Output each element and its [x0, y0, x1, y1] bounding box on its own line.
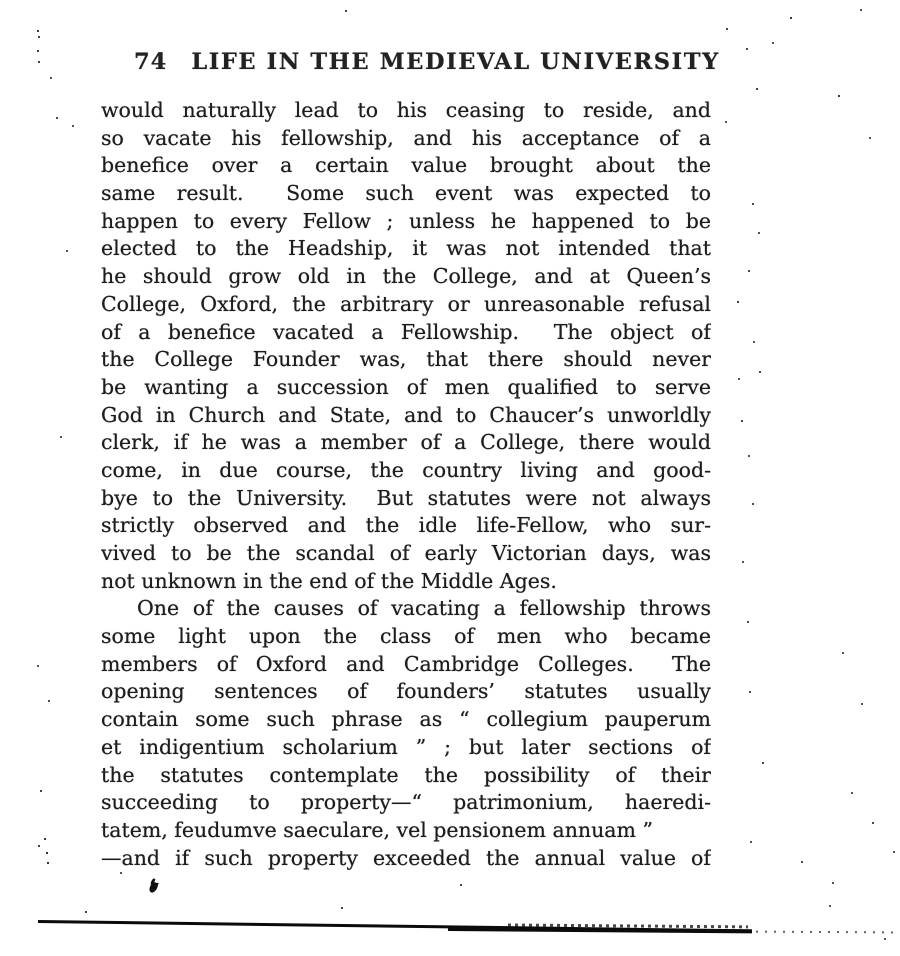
text-line: so vacate his fellowship, and his acceptance of a	[101, 125, 711, 150]
text-line: come, in due course, the country living and good-	[101, 457, 711, 482]
text-line: happen to every Fellow ; unless he happened to be	[101, 208, 711, 233]
text-line: would naturally lead to his ceasing to reside, and	[101, 98, 711, 122]
body-text	[101, 97, 711, 872]
text-line: benefice over a certain value brought about the	[101, 153, 711, 178]
text-line: —and if such property exceeded the annual value of	[101, 845, 711, 870]
text-line: he should grow old in the College, and at Queen’s	[101, 264, 711, 289]
bottom-scan-rule-rough	[448, 927, 752, 933]
page-number: 74	[134, 49, 168, 75]
text-line: elected to the Headship, it was not intended that	[101, 236, 711, 261]
ink-smudge	[148, 881, 159, 894]
bottom-scan-rule-dots	[756, 931, 900, 934]
text-line: strictly observed and the idle life-Fellow, who sur-	[101, 513, 711, 538]
text-line: succeeding to property—“ patrimonium, haeredi-	[101, 790, 711, 815]
text-line: same result. Some such event was expected to	[101, 181, 711, 206]
text-line: the statutes contemplate the possibility of their	[101, 762, 711, 787]
text-line: clerk, if he was a member of a College, there would	[101, 430, 711, 455]
text-line: be wanting a succession of men qualified to serve	[101, 374, 711, 399]
text-line: vived to be the scandal of early Victorian days, was	[101, 541, 711, 565]
page-header	[134, 49, 734, 75]
text-line: not unknown in the end of the Middle Ages.	[101, 568, 557, 593]
scan-noise	[0, 0, 2, 2]
text-line: College, Oxford, the arbitrary or unreasonable refusal	[101, 291, 711, 316]
text-line: some light upon the class of men who became	[101, 624, 711, 649]
text-line: One of the causes of vacating a fellowship throws	[137, 596, 711, 621]
text-line: God in Church and State, and to Chaucer’s unworldly	[101, 402, 711, 427]
text-line: opening sentences of founders’ statutes usually	[101, 679, 711, 704]
text-line: tatem, feudumve saeculare, vel pensionem annuam ”	[101, 817, 653, 842]
text-line: members of Oxford and Cambridge Colleges. The	[101, 651, 711, 676]
text-line: contain some such phrase as “ collegium pauperum	[101, 707, 711, 732]
page-title: LIFE IN THE MEDIEVAL UNIVERSITY	[191, 49, 720, 75]
text-line: et indigentium scholarium ” ; but later sections of	[101, 734, 711, 759]
text-line: the College Founder was, that there should never	[101, 347, 711, 372]
text-line: of a benefice vacated a Fellowship. The object of	[101, 319, 711, 344]
text-line: bye to the University. But statutes were not always	[101, 485, 711, 510]
